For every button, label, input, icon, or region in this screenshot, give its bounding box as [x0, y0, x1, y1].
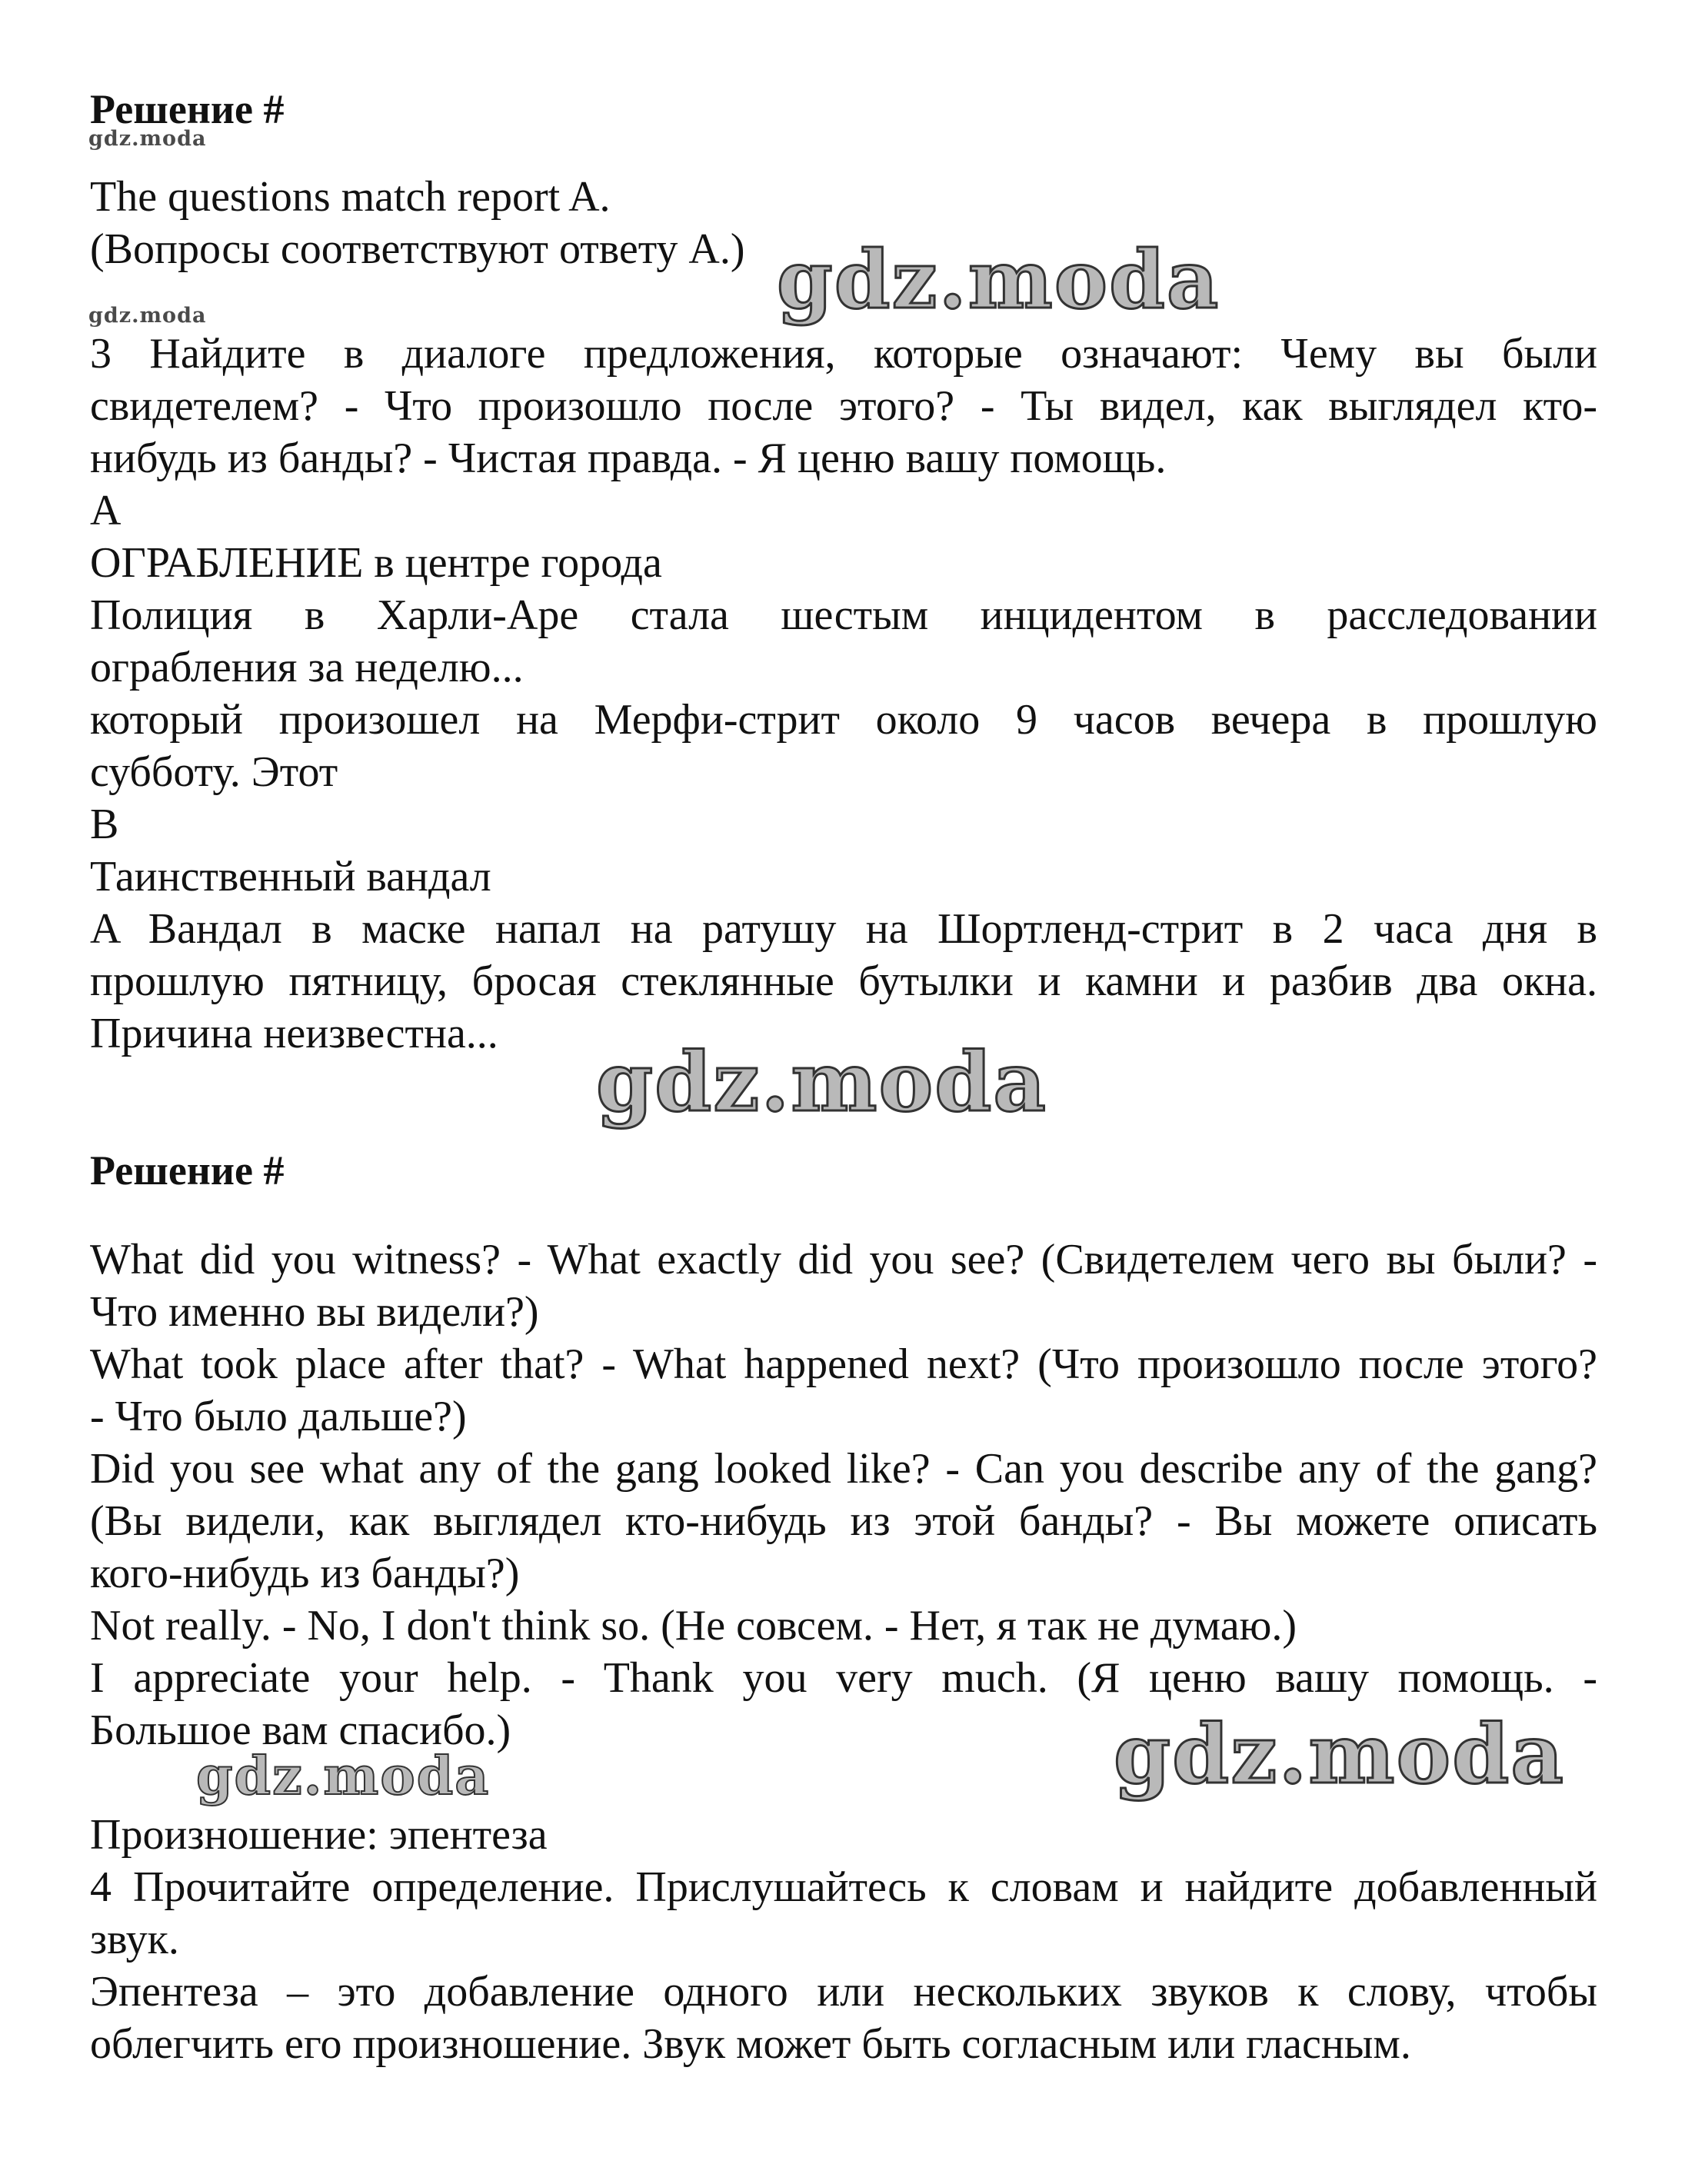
- watermark-large-3: gdz.moda: [1114, 1706, 1565, 1802]
- solution-heading-2: Решение #: [90, 1147, 285, 1194]
- task4-line-1: 4 Прочитайте определение. Прислушайтесь к словам и найдите добавленный: [90, 1863, 1597, 1911]
- report-a-p2-line-1: который произошел на Мерфи-стрит около 9 часов вечера в прошлую: [90, 696, 1597, 744]
- report-a-title: ОГРАБЛЕНИЕ в центре города: [90, 539, 662, 587]
- task3-line-1: 3 Найдите в диалоге предложения, которые означают: Чему вы были: [90, 330, 1597, 378]
- solution2-line-1: What did you witness? - What exactly did you see? (Свидетелем чего вы были? -: [90, 1236, 1597, 1283]
- answer-line-en: The questions match report A.: [90, 173, 611, 221]
- watermark-small-2: gdz.moda: [88, 304, 207, 328]
- solution2-line-7: кого-нибудь из банды?): [90, 1550, 520, 1597]
- pronunciation-title: Произношение: эпентеза: [90, 1811, 548, 1859]
- task4-line-2: звук.: [90, 1916, 179, 1963]
- task3-line-2: свидетелем? - Что произошло после этого? - Ты видел, как выглядел кто-: [90, 382, 1597, 430]
- report-a-label: A: [90, 487, 122, 534]
- report-a-p2-line-2: субботу. Этот: [90, 748, 338, 796]
- definition-line-1: Эпентеза – это добавление одного или нескольких звуков к слову, чтобы: [90, 1968, 1597, 2016]
- task3-line-3: нибудь из банды? - Чистая правда. - Я ценю вашу помощь.: [90, 434, 1167, 482]
- solution2-line-8: Not really. - No, I don't think so. (Не совсем. - Нет, я так не думаю.): [90, 1602, 1297, 1650]
- solution2-line-4: - Что было дальше?): [90, 1393, 467, 1440]
- report-b-p1-line-3: Причина неизвестна...: [90, 1010, 498, 1057]
- watermark-large-1: gdz.moda: [777, 232, 1220, 327]
- definition-line-2: облегчить его произношение. Звук может быть согласным или гласным.: [90, 2020, 1411, 2068]
- solution2-line-6: (Вы видели, как выглядел кто-нибудь из этой банды? - Вы можете описать: [90, 1497, 1597, 1545]
- report-b-label: B: [90, 801, 119, 848]
- solution2-line-3: What took place after that? - What happened next? (Что произошло после этого?: [90, 1340, 1597, 1388]
- solution2-line-2: Что именно вы видели?): [90, 1288, 539, 1336]
- answer-line-ru: (Вопросы соответствуют ответу A.): [90, 225, 745, 273]
- solution-heading-1: Решение #: [90, 86, 285, 132]
- report-b-p1-line-1: A Вандал в маске напал на ратушу на Шортленд-стрит в 2 часа дня в: [90, 905, 1597, 953]
- report-a-p1-line-2: ограбления за неделю...: [90, 644, 524, 691]
- watermark-small-1: gdz.moda: [88, 127, 207, 151]
- watermark-large-2: gdz.moda: [596, 1034, 1047, 1130]
- report-b-title: Таинственный вандал: [90, 853, 491, 901]
- solution2-line-5: Did you see what any of the gang looked like? - Can you describe any of the gang?: [90, 1445, 1597, 1493]
- watermark-medium-1: gdz.moda: [196, 1746, 491, 1807]
- report-a-p1-line-1: Полиция в Харли-Аре стала шестым инцидентом в расследовании: [90, 591, 1597, 639]
- solution2-line-10: Большое вам спасибо.): [90, 1706, 511, 1754]
- solution2-line-9: I appreciate your help. - Thank you very much. (Я ценю вашу помощь. -: [90, 1654, 1597, 1702]
- report-b-p1-line-2: прошлую пятницу, бросая стеклянные бутылки и камни и разбив два окна.: [90, 957, 1597, 1005]
